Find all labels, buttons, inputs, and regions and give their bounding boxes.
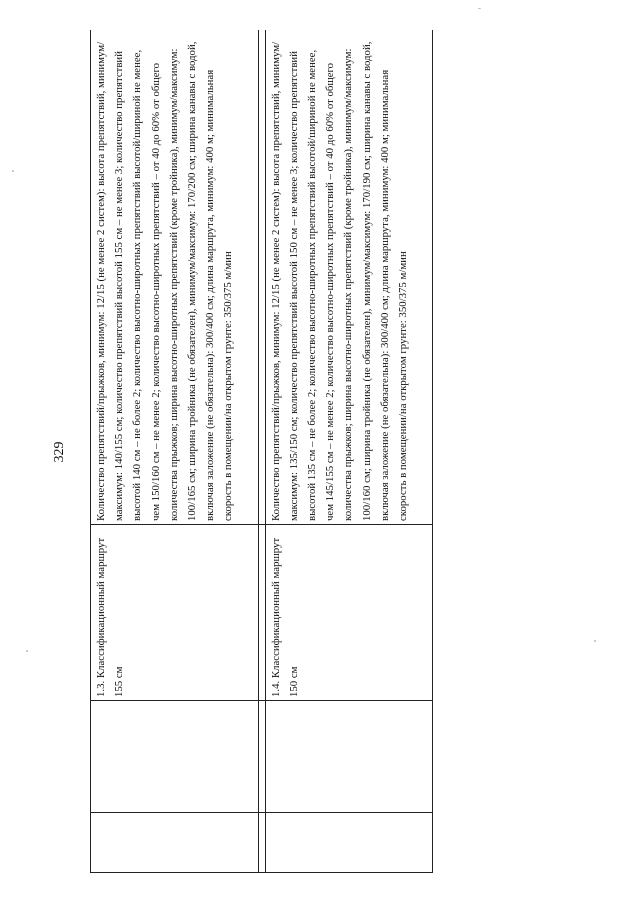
table-row [265,30,433,873]
rotated-table-frame [90,30,433,873]
requirements-table [90,30,433,873]
empty-cell [265,701,433,813]
table-row [258,30,265,873]
empty-cell [258,701,265,813]
scan-artifact [26,650,28,652]
scan-artifact [478,8,481,9]
route-name-cell: 1.4. Классификационный маршрут 150 см [265,525,433,701]
table-container [90,30,433,873]
empty-cell [91,701,259,813]
route-name-cell: 1.3. Классификационный маршрут 155 см [91,525,259,701]
empty-cell [91,813,259,873]
scan-artifact [594,640,596,642]
page-number: 329 [52,441,67,463]
route-description-cell: Количество препятствий/прыжков, минимум: 12/15 (не менее 2 систем): высота препятствий, минимум/максимум: 135/150 см; количество препятствий высотой 150 см – не менее 3; количество препятствий высотой 135 см – не более 2; количество высотно-широтных препятствий высотой/шириной не менее, чем 145/155 см – не менее 2; количество высотно-широтных препятствий – от 40 до 60% от общего количества прыжков; ширина высотно-широтных препятствий (кроме тройника), минимум/максимум: 100/160 см; ширина тройника (не обязателен), минимум/максимум: 170/190 см; ширина канавы с водой, включая заложение (не обязательна): 300/400 см; длина маршрута, минимум: 400 м; минимальная скорость в помещении/на открытом грунте: 350/375 м/мин [265,30,433,525]
empty-cell [258,813,265,873]
scan-artifact [12,170,14,172]
empty-cell [265,813,433,873]
empty-cell [258,525,265,701]
table-row [91,30,259,873]
route-description-cell: Количество препятствий/прыжков, минимум: 12/15 (не менее 2 систем): высота препятствий, минимум/максимум: 140/155 см; количество препятствий высотой 155 см – не менее 3; количество препятствий высотой 140 см – не более 2; количество высотно-широтных препятствий высотой/шириной не менее, чем 150/160 см – не менее 2; количество высотно-широтных препятствий – от 40 до 60% от общего количества прыжков; ширина высотно-широтных препятствий (кроме тройника), минимум/максимум: 100/165 см; ширина тройника (не обязателен), минимум/максимум: 170/200 см; ширина канавы с водой, включая заложение (не обязательна): 300/400 см; длина маршрута, минимум: 400 м; минимальная скорость в помещении/на открытом грунте: 350/375 м/мин [91,30,259,525]
empty-cell [258,30,265,525]
